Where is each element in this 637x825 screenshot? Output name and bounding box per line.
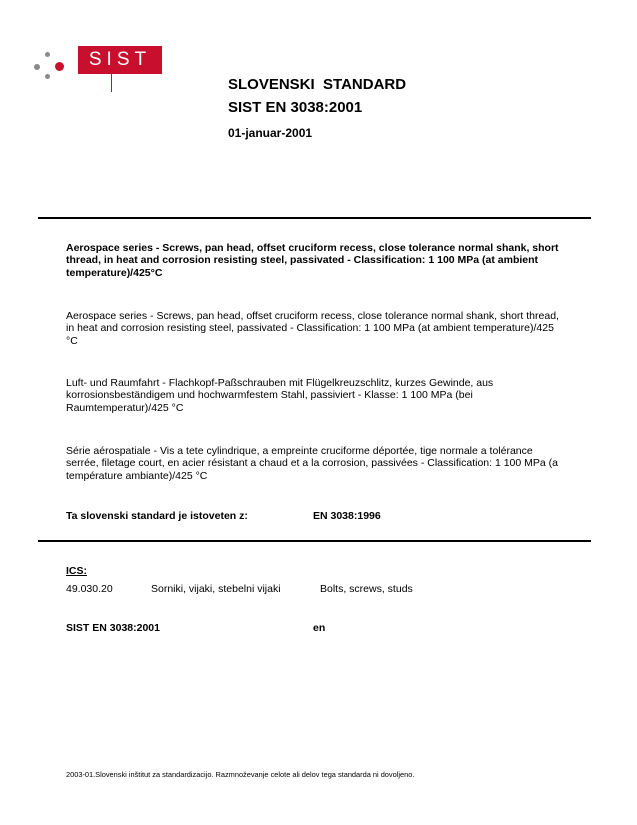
standard-number: SIST EN 3038:2001 — [228, 99, 363, 116]
title-english: Aerospace series - Screws, pan head, offset cruciform recess, close tolerance normal shank, short thread, in heat and corrosion resisting steel, passivated - Classification: 1 100 MPa (at ambient temperature)/425 °C — [66, 310, 559, 347]
sist-logo: SIST — [78, 46, 162, 74]
title-german: Luft- und Raumfahrt - Flachkopf-Paßschrauben mit Flügelkreuzschlitz, kurzes Gewinde, aus korrosionsbeständigem und hochwarmfestem Stahl, passiviert - Klasse: 1 100 MPa (bei Raumtemperatur)/425 °C — [66, 377, 494, 414]
title-bold: Aerospace series - Screws, pan head, offset cruciform recess, close tolerance normal shank, short thread, in heat and corrosion resisting steel, passivated - Classification: 1 100 MPa (at ambient temperature)/425°C — [66, 242, 559, 279]
standard-date: 01-januar-2001 — [228, 126, 313, 140]
copyright-footer: 2003-01.Slovenski inštitut za standardizacijo. Razmnoževanje celote ali delov tega standarda ni dovoljeno. — [66, 770, 415, 779]
logo-divider — [111, 74, 112, 92]
identical-value: EN 3038:1996 — [313, 510, 381, 522]
top-rule — [38, 217, 591, 219]
identical-label: Ta slovenski standard je istoveten z: — [66, 510, 248, 522]
ics-english: Bolts, screws, studs — [320, 583, 413, 595]
standard-heading: SLOVENSKI STANDARD — [228, 76, 407, 93]
logo-dots-icon — [34, 50, 64, 86]
ics-heading: ICS: — [66, 565, 87, 577]
ics-slovene: Sorniki, vijaki, stebelni vijaki — [151, 583, 281, 595]
ics-code: 49.030.20 — [66, 583, 113, 595]
middle-rule — [38, 540, 591, 542]
doc-language: en — [313, 622, 326, 634]
doc-id: SIST EN 3038:2001 — [66, 622, 160, 634]
title-french: Série aérospatiale - Vis a tete cylindrique, a empreinte cruciforme déportée, tige normale a tolérance serrée, filetage court, en acier résistant a chaud et a la corrosion, passivées - Classification: 1 100 MPa (a température ambiante)/425 °C — [66, 445, 558, 482]
